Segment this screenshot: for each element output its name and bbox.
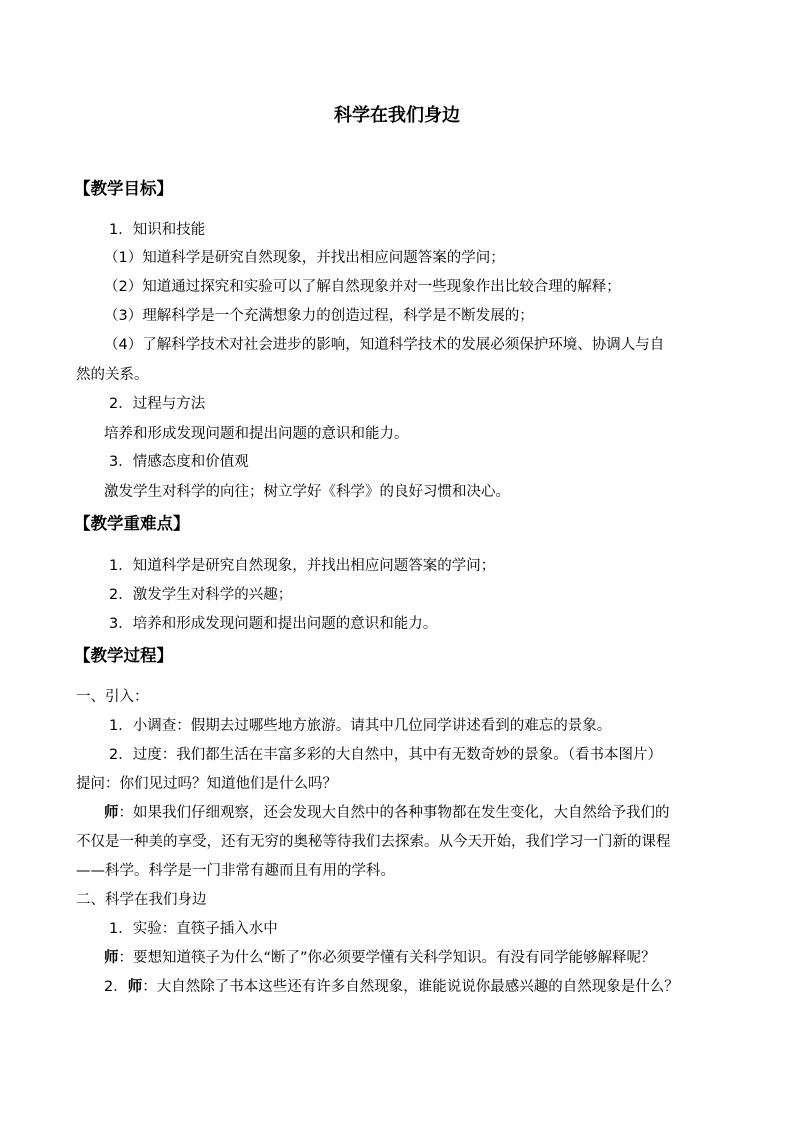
paragraph: 2．过度：我们都生活在丰富多彩的大自然中，其中有无数奇妙的景象。（看书本图片）	[109, 747, 662, 763]
paragraph: 培养和形成发现问题和提出问题的意识和能力。	[104, 426, 409, 442]
paragraph: 1．知识和技能	[109, 222, 206, 238]
paragraph: 不仅是一种美的享受，还有无穷的奥秘等待我们去探索。从今天开始，我们学习一门新的课程	[76, 834, 671, 850]
paragraph: （3）理解科学是一个充满想象力的创造过程，科学是不断发展的；	[104, 308, 534, 324]
page-title: 科学在我们身边	[334, 105, 460, 126]
paragraph	[104, 976, 754, 998]
paragraph: 然的关系。	[76, 367, 149, 383]
paragraph	[104, 947, 754, 969]
paragraph: 一、引入：	[76, 689, 149, 705]
paragraph: 3．情感态度和价值观	[109, 454, 249, 470]
paragraph: ——科学。科学是一门非常有趣而且有用的学科。	[76, 863, 395, 879]
paragraph: （1）知道科学是研究自然现象，并找出相应问题答案的学问；	[104, 250, 505, 266]
teacher-label: 师	[127, 979, 143, 995]
paragraph: 2．激发学生对科学的兴趣；	[109, 587, 293, 603]
paragraph-text: ：大自然除了书本这些还有许多自然现象，谁能说说你最感兴趣的自然现象是什么？	[142, 979, 679, 995]
paragraph: 1．小调查：假期去过哪些地方旅游。请其中几位同学讲述看到的难忘的景象。	[109, 718, 612, 734]
paragraph-text: ：如果我们仔细观察，还会发现大自然中的各种事物都在发生变化，大自然给予我们的	[118, 805, 670, 821]
paragraph: 激发学生对科学的向往；树立学好《科学》的良好习惯和决心。	[104, 484, 510, 500]
paragraph: （2）知道通过探究和实验可以了解自然现象并对一些现象作出比较合理的解释；	[104, 279, 621, 295]
paragraph: 2．过程与方法	[109, 396, 206, 412]
item-number: 2．	[104, 979, 128, 995]
section-heading-objectives: 【教学目标】	[74, 179, 173, 198]
paragraph: 提问：你们见过吗？知道他们是什么吗？	[76, 776, 337, 792]
section-heading-key-points: 【教学重难点】	[74, 514, 190, 533]
paragraph: （4）了解科学技术对社会进步的影响，知道科学技术的发展必须保护环境、协调人与自	[104, 337, 665, 353]
paragraph	[104, 802, 754, 824]
section-heading-process: 【教学过程】	[74, 646, 173, 665]
teacher-label: 师	[104, 805, 119, 821]
teacher-label: 师	[104, 950, 119, 966]
paragraph-text: ：要想知道筷子为什么“断了”你必须要学懂有关科学知识。有没有同学能够解释呢？	[118, 950, 656, 966]
paragraph: 1．知道科学是研究自然现象，并找出相应问题答案的学问；	[109, 558, 496, 574]
paragraph: 二、科学在我们身边	[76, 892, 207, 908]
paragraph: 3．培养和形成发现问题和提出问题的意识和能力。	[109, 616, 438, 632]
paragraph: 1．实验：直筷子插入水中	[109, 921, 278, 937]
